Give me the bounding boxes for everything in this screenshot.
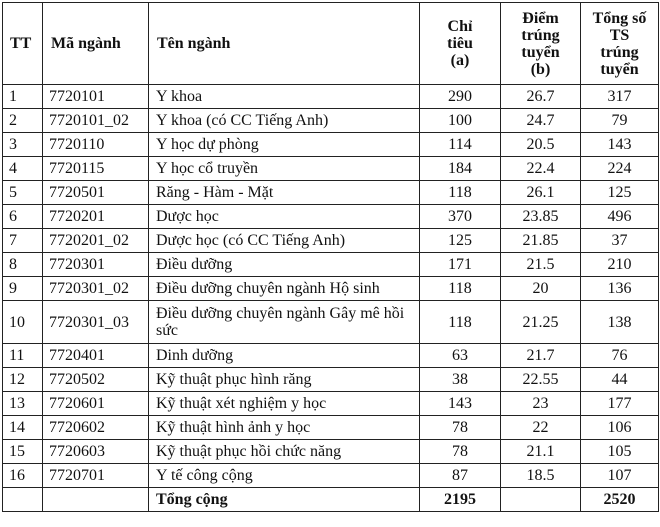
cell-tt: 10 xyxy=(3,301,43,344)
admission-table xyxy=(2,2,659,512)
cell-tong-so: 105 xyxy=(581,440,659,464)
cell-tong-so: 136 xyxy=(581,277,659,301)
cell-chi-tieu: 63 xyxy=(420,344,501,368)
total-chi-tieu: 2195 xyxy=(420,488,501,512)
cell-ten-nganh: Kỹ thuật xét nghiệm y học xyxy=(149,392,420,416)
header-tong-line-4: tuyển xyxy=(600,60,639,78)
cell-ma-nganh: 7720502 xyxy=(43,368,149,392)
cell-ma-nganh: 7720401 xyxy=(43,344,149,368)
cell-tt: 14 xyxy=(3,416,43,440)
cell-tong-so: 37 xyxy=(581,229,659,253)
cell-diem: 23 xyxy=(501,392,581,416)
cell-ten-nganh: Kỹ thuật phục hình răng xyxy=(149,368,420,392)
cell-tong-so: 106 xyxy=(581,416,659,440)
cell-chi-tieu: 370 xyxy=(420,205,501,229)
cell-tong-so: 44 xyxy=(581,368,659,392)
table-row xyxy=(3,440,659,464)
header-tong-so xyxy=(581,3,659,85)
cell-ma-nganh: 7720115 xyxy=(43,157,149,181)
total-empty-tt xyxy=(3,488,43,512)
cell-tt: 5 xyxy=(3,181,43,205)
cell-ten-nganh: Kỹ thuật hình ảnh y học xyxy=(149,416,420,440)
cell-tong-so: 107 xyxy=(581,464,659,488)
cell-ten-nganh: Điều dưỡng chuyên ngành Hộ sinh xyxy=(149,277,420,301)
cell-ma-nganh: 7720701 xyxy=(43,464,149,488)
cell-chi-tieu: 87 xyxy=(420,464,501,488)
cell-chi-tieu: 38 xyxy=(420,368,501,392)
cell-ten-nganh: Răng - Hàm - Mặt xyxy=(149,181,420,205)
cell-ten-nganh: Y học cổ truyền xyxy=(149,157,420,181)
cell-chi-tieu: 118 xyxy=(420,181,501,205)
cell-tong-so: 138 xyxy=(581,301,659,344)
total-empty-ma xyxy=(43,488,149,512)
cell-diem: 24.7 xyxy=(501,109,581,133)
header-chi-tieu-line-2: tiêu xyxy=(447,35,473,52)
cell-ma-nganh: 7720602 xyxy=(43,416,149,440)
cell-tt: 11 xyxy=(3,344,43,368)
cell-tt: 9 xyxy=(3,277,43,301)
table-row xyxy=(3,392,659,416)
cell-chi-tieu: 118 xyxy=(420,301,501,344)
header-diem-line-3: tuyển xyxy=(521,43,560,61)
cell-chi-tieu: 125 xyxy=(420,229,501,253)
cell-ma-nganh: 7720101_02 xyxy=(43,109,149,133)
cell-ma-nganh: 7720301_02 xyxy=(43,277,149,301)
cell-ten-nganh: Kỹ thuật phục hồi chức năng xyxy=(149,440,420,464)
header-diem xyxy=(501,3,581,85)
cell-tt: 15 xyxy=(3,440,43,464)
cell-diem: 21.85 xyxy=(501,229,581,253)
cell-ten-nganh: Điều dưỡng chuyên ngành Gây mê hồi sức xyxy=(149,301,420,344)
header-diem-line-1: Điểm xyxy=(522,9,559,27)
cell-diem: 20 xyxy=(501,277,581,301)
cell-ten-nganh: Y khoa (có CC Tiếng Anh) xyxy=(149,109,420,133)
cell-diem: 26.7 xyxy=(501,85,581,109)
cell-tong-so: 79 xyxy=(581,109,659,133)
cell-tt: 12 xyxy=(3,368,43,392)
cell-tt: 13 xyxy=(3,392,43,416)
table-row xyxy=(3,205,659,229)
table-row xyxy=(3,157,659,181)
table-row xyxy=(3,109,659,133)
cell-ma-nganh: 7720603 xyxy=(43,440,149,464)
header-tong-line-3: trúng xyxy=(600,43,639,61)
total-row xyxy=(3,488,659,512)
cell-ten-nganh: Y tế công cộng xyxy=(149,464,420,488)
header-ma-nganh: Mã ngành xyxy=(43,3,149,85)
cell-tt: 6 xyxy=(3,205,43,229)
cell-chi-tieu: 143 xyxy=(420,392,501,416)
table-row xyxy=(3,133,659,157)
table-row xyxy=(3,416,659,440)
cell-ten-nganh: Điều dưỡng xyxy=(149,253,420,277)
header-diem-line-2: trúng xyxy=(521,26,560,44)
admission-table-container xyxy=(2,2,659,512)
total-label: Tổng cộng xyxy=(149,488,420,512)
cell-diem: 21.5 xyxy=(501,253,581,277)
table-row xyxy=(3,368,659,392)
cell-diem: 21.7 xyxy=(501,344,581,368)
cell-tt: 7 xyxy=(3,229,43,253)
cell-chi-tieu: 100 xyxy=(420,109,501,133)
cell-ten-nganh: Dược học (có CC Tiếng Anh) xyxy=(149,229,420,253)
table-row xyxy=(3,229,659,253)
cell-ma-nganh: 7720501 xyxy=(43,181,149,205)
cell-tong-so: 317 xyxy=(581,85,659,109)
cell-tt: 4 xyxy=(3,157,43,181)
cell-diem: 22.55 xyxy=(501,368,581,392)
cell-diem: 22.4 xyxy=(501,157,581,181)
table-row xyxy=(3,181,659,205)
cell-tong-so: 76 xyxy=(581,344,659,368)
cell-tong-so: 210 xyxy=(581,253,659,277)
cell-tt: 16 xyxy=(3,464,43,488)
header-tong-line-2: TS xyxy=(609,26,630,44)
header-chi-tieu-line-1: Chỉ xyxy=(447,18,473,35)
table-row xyxy=(3,85,659,109)
cell-tong-so: 177 xyxy=(581,392,659,416)
header-chi-tieu xyxy=(420,3,501,85)
cell-chi-tieu: 290 xyxy=(420,85,501,109)
cell-diem: 22 xyxy=(501,416,581,440)
cell-tong-so: 224 xyxy=(581,157,659,181)
cell-ma-nganh: 7720110 xyxy=(43,133,149,157)
header-diem-line-4: (b) xyxy=(530,60,551,78)
cell-ten-nganh: Y học dự phòng xyxy=(149,133,420,157)
cell-ten-nganh: Dược học xyxy=(149,205,420,229)
total-empty-diem xyxy=(501,488,581,512)
cell-tt: 3 xyxy=(3,133,43,157)
cell-tong-so: 143 xyxy=(581,133,659,157)
cell-diem: 23.85 xyxy=(501,205,581,229)
cell-ma-nganh: 7720101 xyxy=(43,85,149,109)
cell-ma-nganh: 7720601 xyxy=(43,392,149,416)
cell-chi-tieu: 78 xyxy=(420,440,501,464)
cell-ma-nganh: 7720301 xyxy=(43,253,149,277)
cell-diem: 21.25 xyxy=(501,301,581,344)
cell-chi-tieu: 114 xyxy=(420,133,501,157)
cell-tt: 1 xyxy=(3,85,43,109)
table-row xyxy=(3,253,659,277)
header-tt: TT xyxy=(3,3,43,85)
cell-diem: 26.1 xyxy=(501,181,581,205)
cell-ma-nganh: 7720301_03 xyxy=(43,301,149,344)
table-row xyxy=(3,301,659,344)
cell-tong-so: 125 xyxy=(581,181,659,205)
cell-diem: 20.5 xyxy=(501,133,581,157)
table-row xyxy=(3,344,659,368)
cell-chi-tieu: 184 xyxy=(420,157,501,181)
header-row xyxy=(3,3,659,85)
cell-ten-nganh: Y khoa xyxy=(149,85,420,109)
cell-chi-tieu: 171 xyxy=(420,253,501,277)
cell-ten-nganh: Dinh dưỡng xyxy=(149,344,420,368)
table-row xyxy=(3,464,659,488)
header-chi-tieu-line-3: (a) xyxy=(450,52,470,69)
cell-chi-tieu: 118 xyxy=(420,277,501,301)
cell-chi-tieu: 78 xyxy=(420,416,501,440)
cell-tt: 2 xyxy=(3,109,43,133)
cell-tong-so: 496 xyxy=(581,205,659,229)
header-ten-nganh: Tên ngành xyxy=(149,3,420,85)
header-tong-line-1: Tổng số xyxy=(592,9,647,27)
cell-ma-nganh: 7720201 xyxy=(43,205,149,229)
cell-diem: 21.1 xyxy=(501,440,581,464)
cell-diem: 18.5 xyxy=(501,464,581,488)
table-row xyxy=(3,277,659,301)
total-tong-so: 2520 xyxy=(581,488,659,512)
cell-tt: 8 xyxy=(3,253,43,277)
cell-ma-nganh: 7720201_02 xyxy=(43,229,149,253)
